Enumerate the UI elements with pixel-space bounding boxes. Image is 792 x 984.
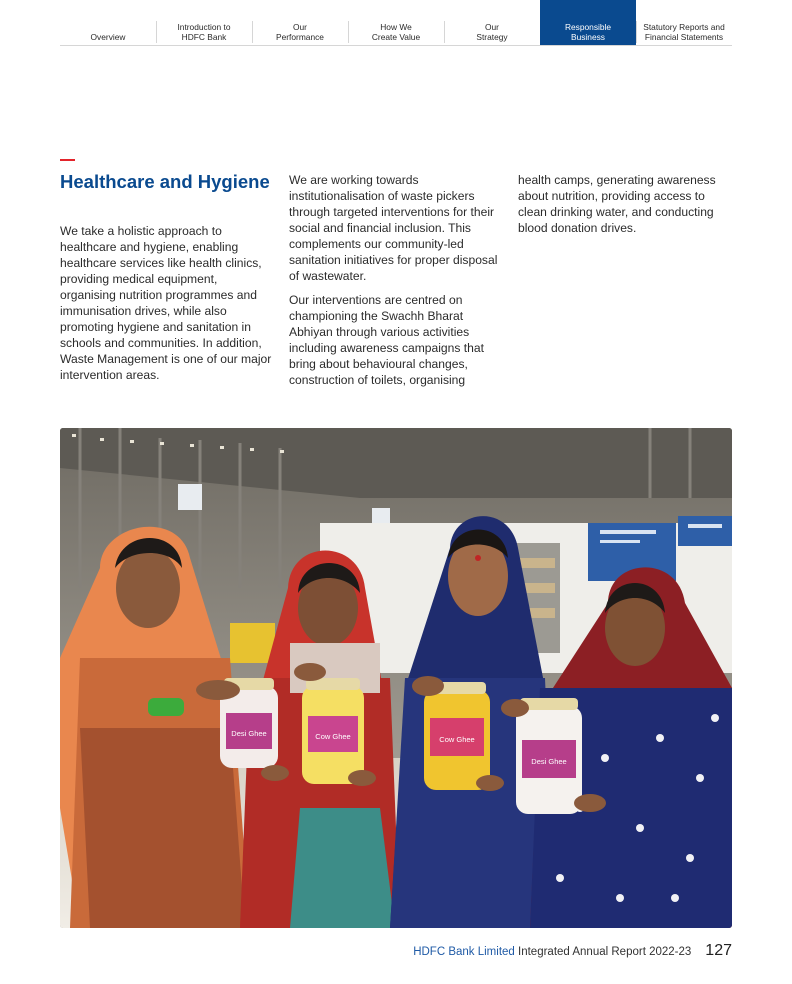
- paragraph: We take a holistic approach to healthcare and hygiene, enabling healthcare services like health clinics, providing medical equipment, organising nutrition programmes and immunisation drives, while also promoting hygiene and sanitation in schools and communities. In addition, Waste Management is one of our major intervention areas.: [60, 224, 272, 382]
- tab-label: Statutory Reports and Financial Statements: [643, 22, 725, 42]
- page-number: 127: [705, 942, 732, 959]
- jar-label: Desi Ghee: [231, 729, 267, 738]
- women-with-ghee-jars-photo: [60, 428, 732, 928]
- tab-label: Overview: [90, 32, 126, 42]
- tab-our-performance[interactable]: [252, 19, 348, 45]
- tab-overview[interactable]: [60, 19, 156, 45]
- title-accent-bar: [60, 159, 75, 161]
- tab-label: Our Performance: [276, 22, 324, 42]
- ghee-jar: [302, 678, 364, 784]
- jar-label: Cow Ghee: [315, 732, 351, 741]
- jar-label: Desi Ghee: [531, 757, 567, 766]
- paragraph: We are working towards institutionalisation of waste pickers through targeted interventions for their social and financial inclusion. This complements our community-led sanitation initiatives for proper disposal of wastewater.: [289, 173, 498, 283]
- ghee-jar: [516, 698, 582, 814]
- paragraph: Our interventions are centred on championing the Swachh Bharat Abhiyan through various activities including awareness campaigns that bring about behavioural changes, construction of toilets, organising: [289, 293, 484, 387]
- tab-statutory-reports[interactable]: [636, 19, 732, 45]
- footer-company: HDFC Bank Limited: [413, 946, 515, 958]
- page-footer: [413, 942, 732, 962]
- tab-label: How We Create Value: [371, 22, 421, 42]
- section-title: Healthcare and Hygiene: [60, 171, 270, 192]
- tab-label: Responsible Business: [564, 22, 612, 42]
- ghee-jar: [424, 682, 490, 790]
- text-column-2: [289, 172, 501, 396]
- tab-how-we-create-value[interactable]: [348, 19, 444, 45]
- jar-label: Cow Ghee: [439, 735, 475, 744]
- tab-label: Introduction to HDFC Bank: [177, 22, 231, 42]
- section-nav: [60, 19, 732, 46]
- tab-introduction[interactable]: [156, 19, 252, 45]
- footer-report-title: Integrated Annual Report 2022-23: [518, 946, 692, 958]
- text-column-3: [518, 172, 730, 244]
- paragraph: health camps, generating awareness about nutrition, providing access to clean drinking water, and conducting blood donation drives.: [518, 173, 716, 235]
- tab-responsible-business[interactable]: [540, 0, 636, 45]
- tab-our-strategy[interactable]: [444, 19, 540, 45]
- text-column-1: [60, 223, 272, 391]
- tab-label: Our Strategy: [476, 22, 508, 42]
